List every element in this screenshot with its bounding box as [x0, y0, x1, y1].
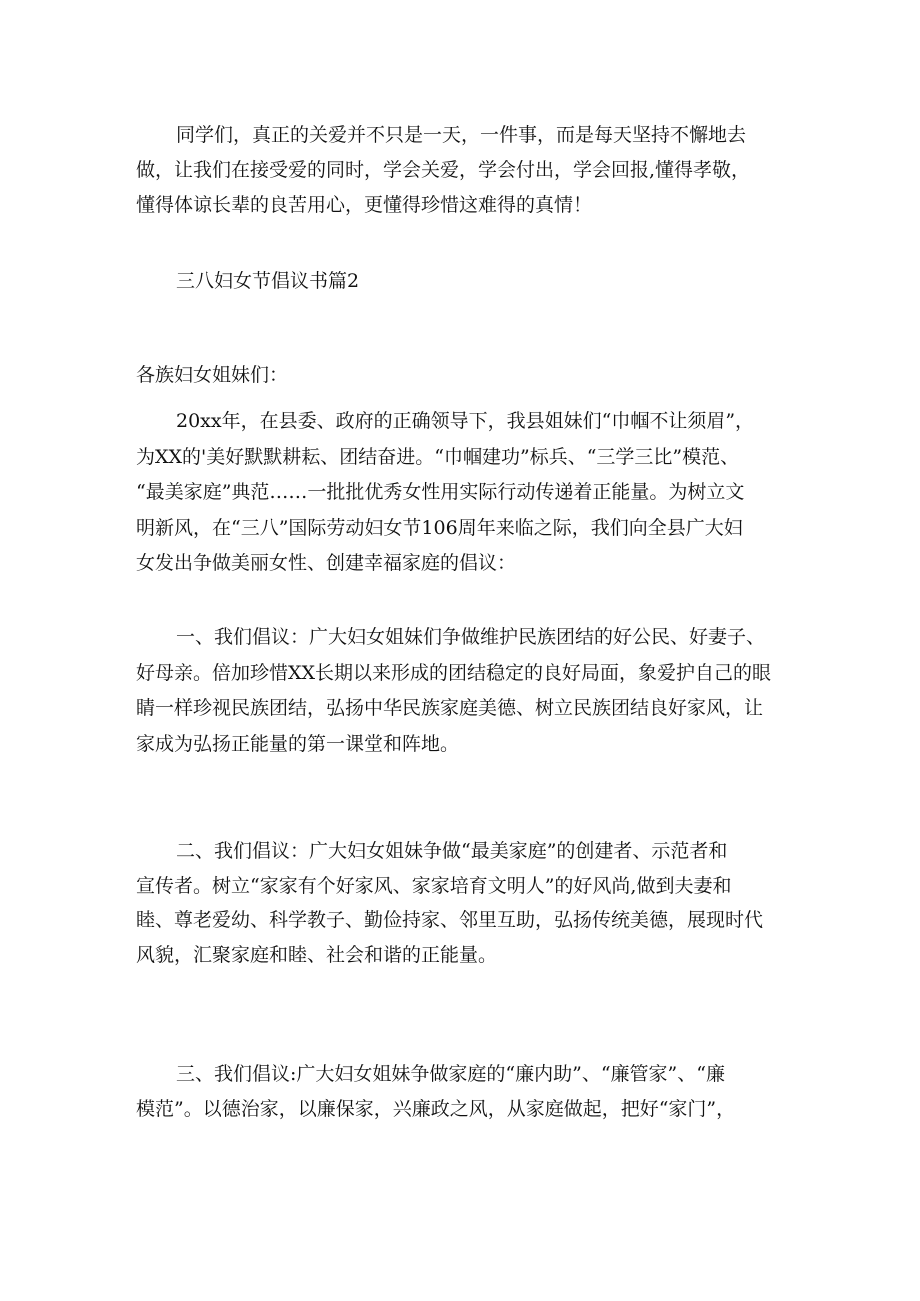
text-line: 模范”。以德治家，以廉保家，兴廉政之风，从家庭做起，把好“家门”， — [136, 1097, 736, 1120]
proposal-item-3 — [136, 1057, 800, 1126]
text-line: 一、我们倡议：广大妇女姐妹们争做维护民族团结的好公民、好妻子、 — [176, 626, 766, 648]
text-line: 宣传者。树立“家家有个好家风、家家培育文明人”的好风尚,做到夫妻和 — [136, 874, 732, 897]
heading-text: 三八妇女节倡议书篇2 — [176, 270, 360, 292]
text-line: 同学们，真正的关爱并不只是一天，一件事，而是每天坚持不懈地去 — [176, 124, 747, 146]
section-heading — [136, 264, 800, 299]
text-line: 20xx年，在县委、政府的正确领导下，我县姐妹们“巾帼不让须眉”， — [176, 410, 755, 432]
proposal-item-2 — [136, 834, 800, 972]
text-line: 懂得体谅长辈的良苦用心，更懂得珍惜这难得的真情！ — [136, 194, 593, 216]
text-line: 明新风，在“三八”国际劳动妇女节106周年来临之际，我们向全县广大妇 — [136, 516, 743, 539]
salutation — [136, 358, 800, 393]
salutation-text: 各族妇女姐妹们： — [136, 364, 289, 386]
text-line: 风貌，汇聚家庭和睦、社会和谐的正能量。 — [136, 943, 498, 966]
text-line: 睛一样珍视民族团结，弘扬中华民族家庭美德、树立民族团结良好家风，让 — [136, 697, 764, 719]
text-line: 好母亲。倍加珍惜XX长期以来形成的团结稳定的良好局面，象爱护自己的眼 — [136, 661, 772, 684]
text-line: 女发出争做美丽女性、创建幸福家庭的倡议： — [136, 552, 517, 574]
text-line: 睦、尊老爱幼、科学教子、勤俭持家、邻里互助，弘扬传统美德，展现时代 — [136, 909, 764, 931]
text-line: “最美家庭”典范……一批批优秀女性用实际行动传递着正能量。为树立文 — [136, 481, 745, 503]
paragraph-body — [136, 404, 800, 582]
proposal-item-1 — [136, 620, 800, 762]
text-line: 二、我们倡议：广大妇女姐妹争做“最美家庭”的创建者、示范者和 — [176, 840, 728, 862]
text-line: 家成为弘扬正能量的第一课堂和阵地。 — [136, 732, 460, 755]
text-line: 为XX的'美好默默耕耘、团结奋进。“巾帼建功”标兵、“三学三比”模范、 — [136, 445, 740, 468]
paragraph-intro — [136, 118, 800, 223]
text-line: 三、我们倡议:广大妇女姐妹争做家庭的“廉内助”、“廉管家”、“廉 — [176, 1063, 725, 1085]
text-line: 做，让我们在接受爱的同时，学会关爱，学会付出，学会回报,懂得孝敬， — [136, 159, 751, 181]
